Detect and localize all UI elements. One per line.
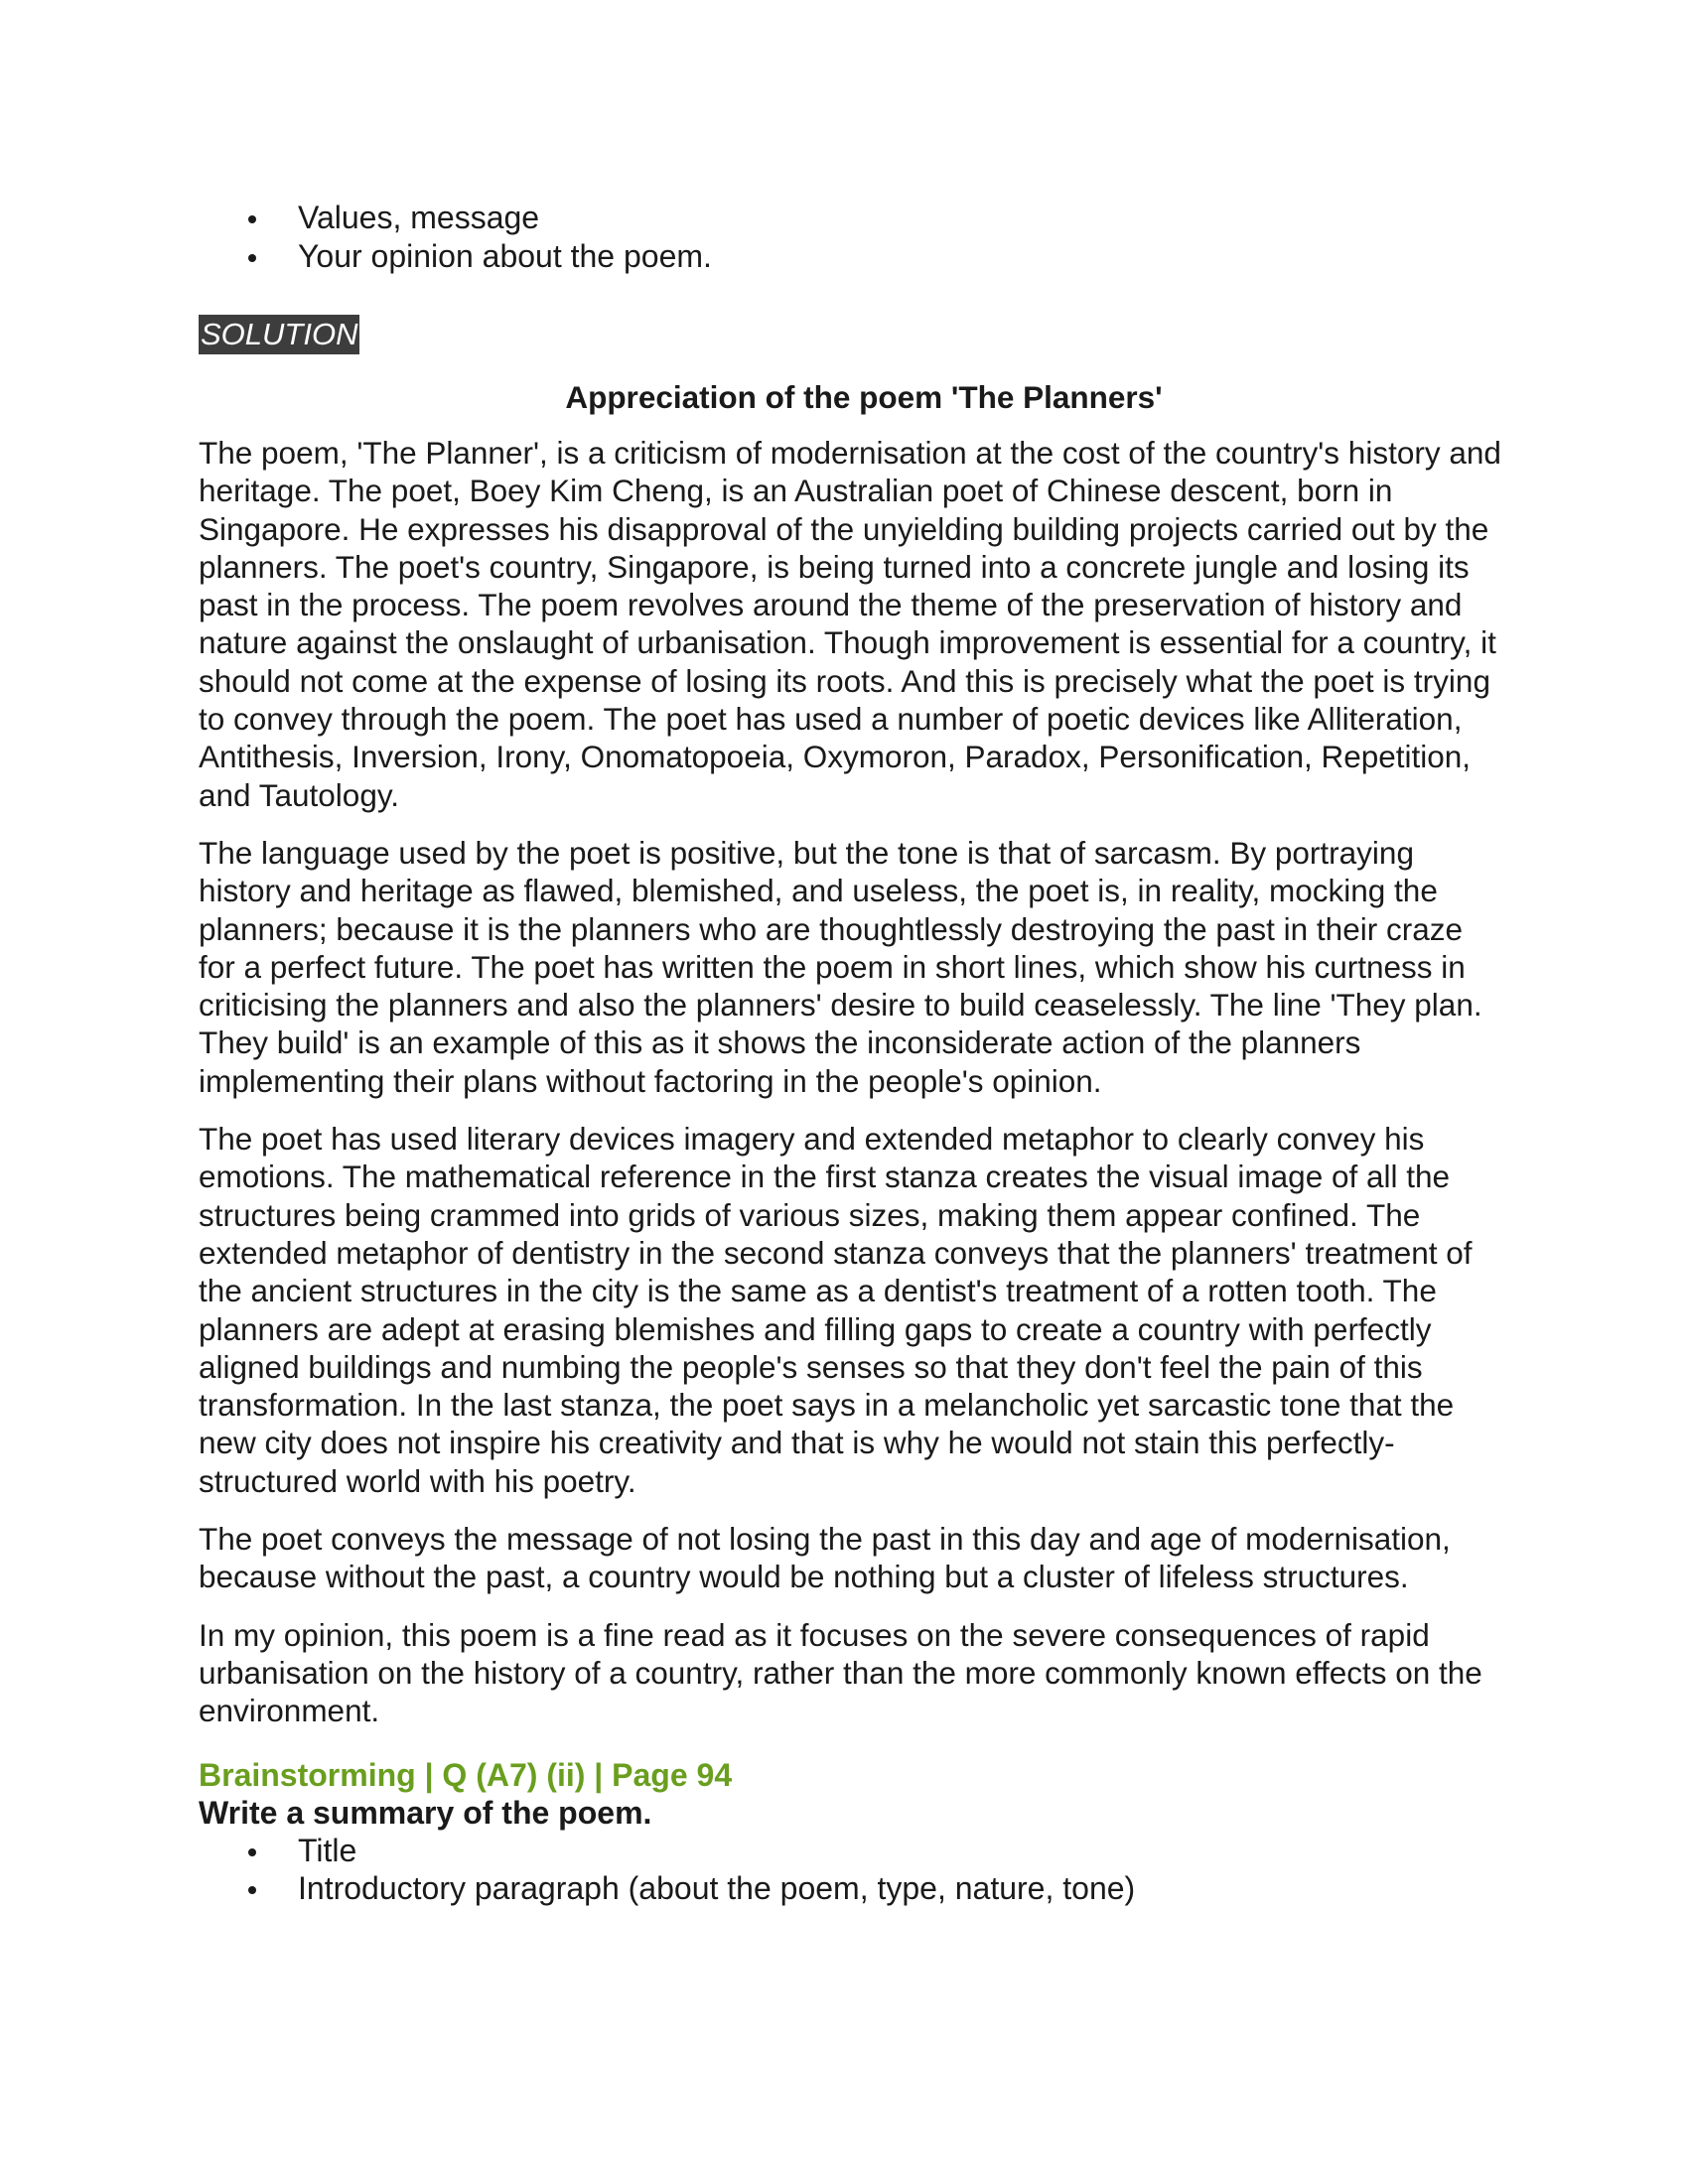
list-item xyxy=(199,199,1489,237)
summary-bullet-list xyxy=(199,1832,1489,1908)
page-content xyxy=(199,199,1501,1908)
paragraph-5: In my opinion, this poem is a fine read as it focuses on the severe consequences of rapid urbanisation on the history of a country, rather than the more commonly known effects on the environment. xyxy=(199,1616,1482,1729)
bullet-icon xyxy=(248,254,256,262)
list-item-text: Title xyxy=(298,1832,357,1868)
solution-label-text: SOLUTION xyxy=(201,317,358,351)
bullet-icon xyxy=(248,215,256,223)
top-bullet-list xyxy=(199,199,1489,275)
list-item-text: Introductory paragraph (about the poem, type, nature, tone) xyxy=(298,1870,1136,1906)
page-title: Appreciation of the poem 'The Planners' xyxy=(565,379,1163,415)
paragraph-4: The poet conveys the message of not losing the past in this day and age of modernisation, because without the past, a country would be nothing but a cluster of lifeless structures. xyxy=(199,1521,1451,1595)
paragraph-1: The poem, 'The Planner', is a criticism of modernisation at the cost of the country's history and heritage. The poet, Boey Kim Cheng, is an Australian poet of Chinese descent, born in Singapore. He expresses his disapproval of the unyielding building projects carried out by the planners. The poet's country, Singapore, is being turned into a concrete jungle and losing its past in the process. The poem revolves around the theme of the preservation of history and nature against the onslaught of urbanisation. Though improvement is essential for a country, it should not come at the expense of losing its roots. And this is precisely what the poet is trying to convey through the poem. The poet has used a number of poetic devices like Alliteration, Antithesis, Inversion, Irony, Onomatopoeia, Oxymoron, Paradox, Personification, Repetition, and Tautology. xyxy=(199,435,1501,813)
list-item xyxy=(199,1869,1489,1908)
solution-label xyxy=(199,315,359,354)
list-item-text: Values, message xyxy=(298,200,540,235)
paragraph-2: The language used by the poet is positive, but the tone is that of sarcasm. By portraying history and heritage as flawed, blemished, and useless, the poet is, in reality, mocking the planners; because it is the planners who are thoughtlessly destroying the past in their craze for a perfect future. The poet has written the poem in short lines, which show his curtness in criticising the planners and also the planners' desire to build ceaselessly. The line 'They plan. They build' is an example of this as it shows the inconsiderate action of the planners implementing their plans without factoring in the people's opinion. xyxy=(199,834,1482,1099)
paragraph-3: The poet has used literary devices imagery and extended metaphor to clearly convey his emotions. The mathematical reference in the first stanza creates the visual image of all the structures being crammed into grids of various sizes, making them appear confined. The extended metaphor of dentistry in the second stanza conveys that the planners' treatment of the ancient structures in the city is the same as a dentist's treatment of a rotten tooth. The planners are adept at erasing blemishes and filling gaps to create a country with perfectly aligned buildings and numbing the people's senses so that they don't feel the pain of this transformation. In the last stanza, the poet says in a melancholic yet sarcastic tone that the new city does not inspire his creativity and that is why he would not stain this perfectly-structured world with his poetry. xyxy=(199,1121,1473,1499)
list-item xyxy=(199,1832,1489,1870)
section-heading: Brainstorming | Q (A7) (ii) | Page 94 xyxy=(199,1756,733,1793)
list-item-text: Your opinion about the poem. xyxy=(298,237,712,274)
list-item xyxy=(199,237,1489,276)
bullet-icon xyxy=(248,1848,256,1856)
bullet-icon xyxy=(248,1886,256,1894)
task-heading: Write a summary of the poem. xyxy=(199,1794,652,1831)
